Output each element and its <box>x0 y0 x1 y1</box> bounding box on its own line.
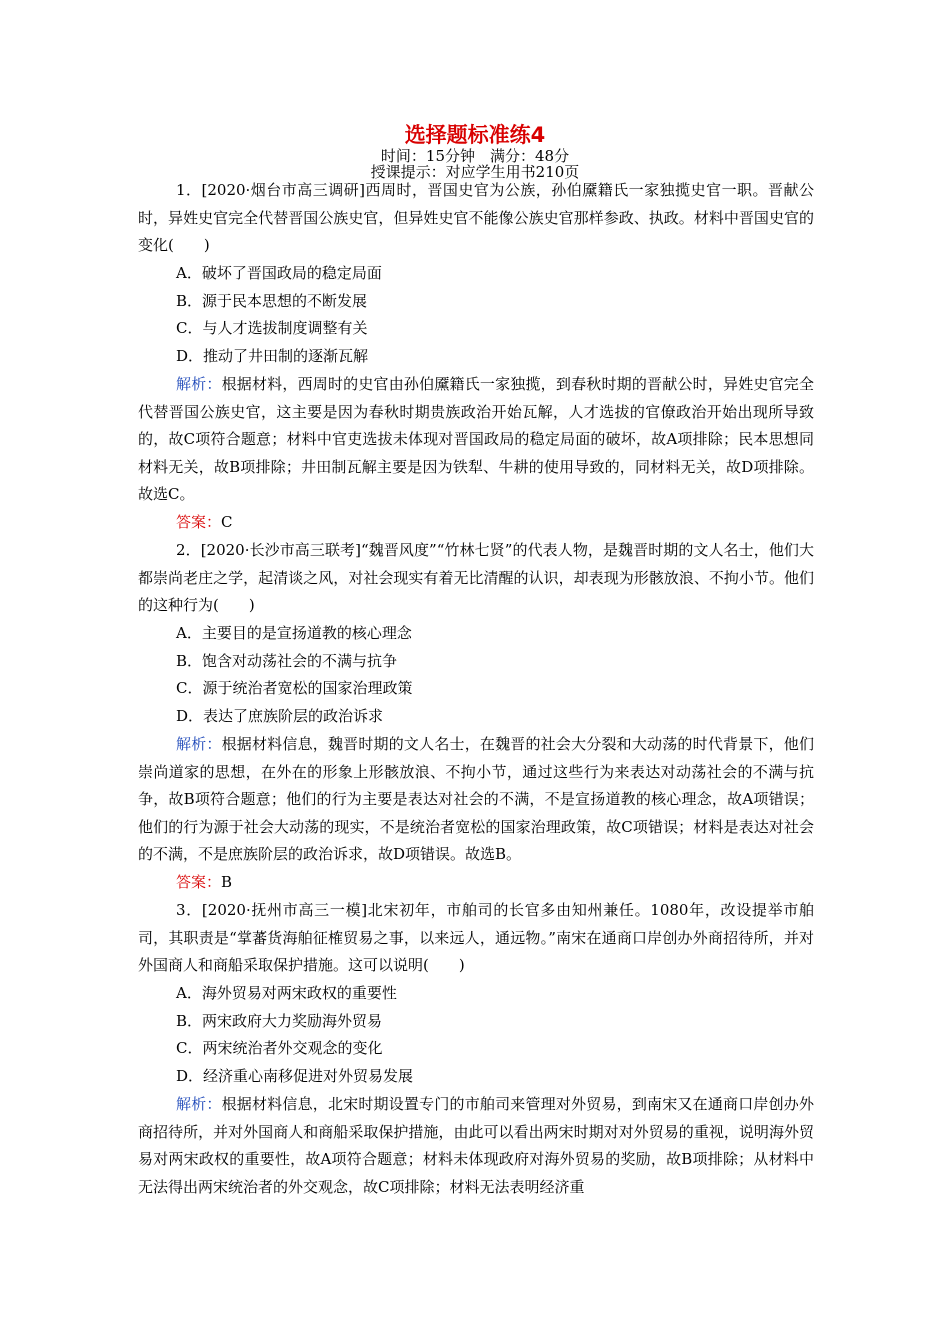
analysis-label: 解析： <box>176 735 222 753</box>
analysis-text: 根据材料信息，魏晋时期的文人名士，在魏晋的社会大分裂和大动荡的时代背景下，他们崇尚道家的思想，在外在的形象上形骸放浪、不拘小节，通过这些行为来表达对动荡社会的不满与抗争，故B项符合题意；他们的行为主要是表达对社会的不满，不是宣扬道教的核心理念，故A项错误；他们的行为源于社会大动荡的现实，不是统治者宽松的国家治理政策，故C项错误；材料是表达对社会的不满，不是庶族阶层的政治诉求，故D项错误。故选B。 <box>138 735 814 864</box>
question-1-option-d: D．推动了井田制的逐渐瓦解 <box>176 347 369 365</box>
question-1-stem: 1．[2020·烟台市高三调研]西周时，晋国史官为公族，孙伯黡籍氏一家独揽史官一职。晋献公时，异姓史官完全代替晋国公族史官，但异姓史官不能像公族史官那样参政、执政。材料中晋国史官的变化( ) <box>138 181 814 255</box>
question-3-stem: 3．[2020·抚州市高三一模]北宋初年，市舶司的长官多由知州兼任。1080年，改设提举市舶司，其职责是“掌蕃货海舶征榷贸易之事，以来远人，通远物。”南宋在通商口岸创办外商招待所，并对外国商人和商船采取保护措施。这可以说明( ) <box>138 901 814 975</box>
question-3-analysis <box>138 1091 814 1201</box>
question-2-analysis <box>138 731 814 869</box>
question-2-stem: 2．[2020·长沙市高三联考]“魏晋风度”“竹林七贤”的代表人物，是魏晋时期的文人名士，他们大都崇尚老庄之学，起清谈之风，对社会现实有着无比清醒的认识，却表现为形骸放浪、不拘小节。他们的这种行为( ) <box>138 541 814 615</box>
question-3-option-a: A．海外贸易对两宋政权的重要性 <box>176 984 397 1002</box>
page-title: 选择题标准练4 <box>404 123 546 147</box>
question-2-option-b: B．饱含对动荡社会的不满与抗争 <box>176 652 398 670</box>
textbook-hint-line: 授课提示：对应学生用书210页 <box>370 163 580 181</box>
analysis-text: 根据材料，西周时的史官由孙伯黡籍氏一家独揽，到春秋时期的晋献公时，异姓史官完全代替晋国公族史官，这主要是因为春秋时期贵族政治开始瓦解，人才选拔的官僚政治开始出现所导致的，故C项符合题意；材料中官吏选拔未体现对晋国政局的稳定局面的破坏，故A项排除；民本思想同材料无关，故B项排除；井田制瓦解主要是因为铁犁、牛耕的使用导致的，同材料无关，故D项排除。故选C。 <box>138 375 814 504</box>
time-score-line: 时间：15分钟 满分：48分 <box>380 147 570 165</box>
analysis-text: 根据材料信息，北宋时期设置专门的市舶司来管理对外贸易，到南宋又在通商口岸创办外商招待所，并对外国商人和商船采取保护措施，由此可以看出两宋时期对对外贸易的重视，说明海外贸易对两宋政权的重要性，故A项符合题意；材料未体现政府对海外贸易的奖励，故B项排除；从材料中无法得出两宋统治者的外交观念，故C项排除；材料无法表明经济重 <box>138 1095 814 1196</box>
question-1-analysis <box>138 371 814 509</box>
answer-value: C <box>221 513 233 531</box>
question-2-answer <box>138 869 814 897</box>
answer-label: 答案： <box>176 513 222 531</box>
question-3-option-b: B．两宋政府大力奖励海外贸易 <box>176 1012 383 1030</box>
question-2-option-a: A．主要目的是宣扬道教的核心理念 <box>176 624 412 642</box>
question-1-option-b: B．源于民本思想的不断发展 <box>176 292 368 310</box>
question-2-option-d: D．表达了庶族阶层的政治诉求 <box>176 707 384 725</box>
question-2-option-c: C．源于统治者宽松的国家治理政策 <box>176 679 413 697</box>
question-3-option-d: D．经济重心南移促进对外贸易发展 <box>176 1067 414 1085</box>
question-3-option-c: C．两宋统治者外交观念的变化 <box>176 1039 383 1057</box>
answer-label: 答案： <box>176 873 222 891</box>
analysis-label: 解析： <box>176 375 222 393</box>
question-1-answer <box>138 509 814 537</box>
analysis-label: 解析： <box>176 1095 222 1113</box>
question-1-option-c: C．与人才选拔制度调整有关 <box>176 319 368 337</box>
question-1-option-a: A．破坏了晋国政局的稳定局面 <box>176 264 382 282</box>
answer-value: B <box>221 873 233 891</box>
